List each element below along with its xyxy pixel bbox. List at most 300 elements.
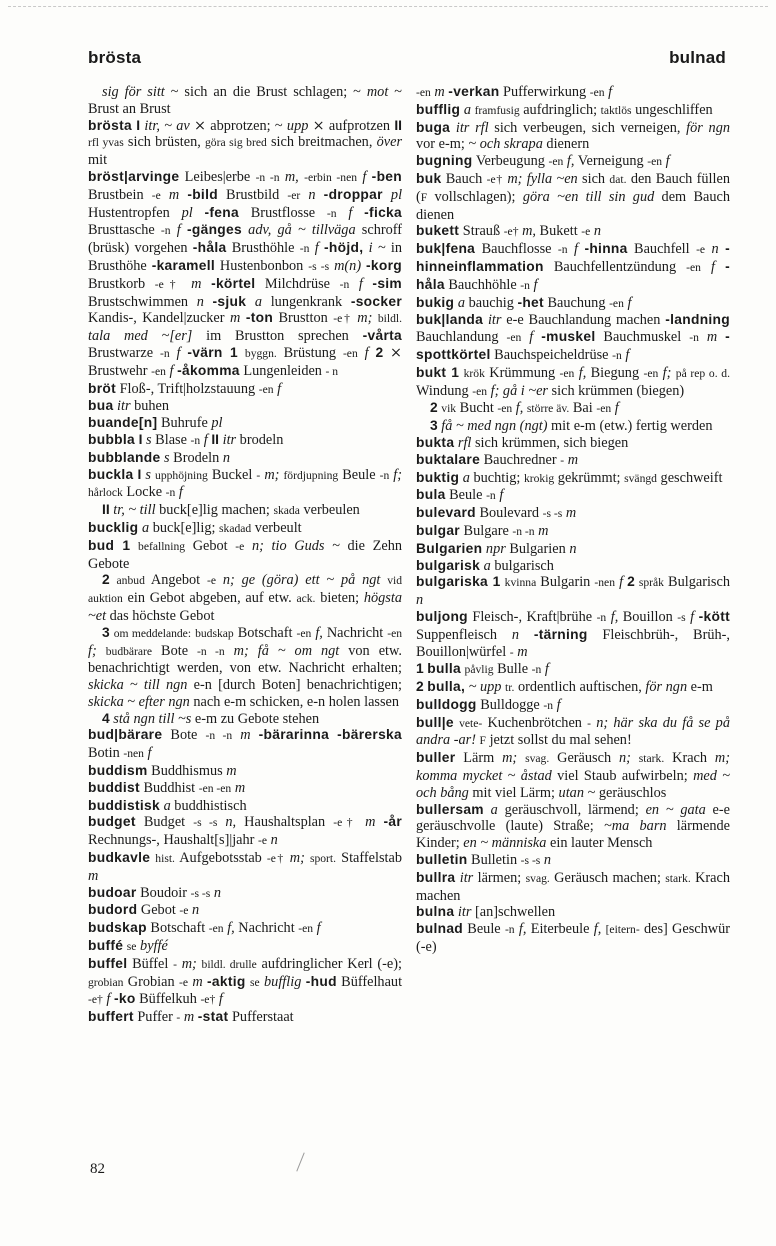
italic-text: f [314,240,319,257]
small-text: -e [235,539,245,553]
text: Brustbein [88,186,152,203]
dictionary-entry [416,661,730,679]
small-text: om meddelande: [113,626,192,640]
sense-number: 2 [102,572,110,588]
small-text: -e [258,834,268,848]
headword: budskap [88,920,147,936]
headword: bulgar [416,522,460,538]
text: Buddhist [139,779,199,796]
sense-number: II [394,117,403,133]
small-text: befallning [138,539,186,553]
subentry: -hinneinflammation [416,241,731,274]
subentry: -håla [192,240,227,256]
small-text: [eitern- [605,923,640,937]
text: von etw. benachrichtigt werden, von etw. Nachricht erhalten; [88,642,402,677]
text: Grobian [123,973,179,990]
headword: bukta [416,434,455,450]
dictionary-entry [416,120,730,154]
dictionary-entry [88,920,402,938]
italic-text: f, [566,153,575,170]
dictionary-entry [88,885,402,903]
small-text: språk [638,576,664,590]
text: jetzt sollst du mal sehen! [486,732,632,749]
text [699,329,707,345]
small-text: -en -en [198,781,232,795]
text: lärmende Kinder; [416,818,730,852]
sense-number: 2 [416,679,424,695]
italic-text: m; [357,310,373,327]
dictionary-entry [88,711,402,728]
text: geräuschlos [595,784,667,801]
sense-number: II [211,431,220,447]
text: Fleischbrüh-, Brüh-, Bouillon|würfel [416,626,730,660]
text [251,727,259,743]
small-text: -en [647,155,663,169]
small-text: -e [151,188,161,202]
italic-text: pl [390,186,403,203]
dictionary-entry [416,435,730,452]
subentry: -muskel [541,329,596,345]
small-text: -e† [200,993,216,1007]
text: ~ sich an die Brust schlagen; ~ [164,84,367,100]
dictionary-entry [416,84,730,102]
text: Brustton [273,310,334,327]
italic-text: byffé [140,938,168,955]
italic-text: n [213,884,221,901]
small-text: krokig [523,471,555,485]
headword: buga [416,119,451,135]
italic-text: adv, gå ~ tillväga [248,222,356,239]
italic-text: för ngn [645,679,688,696]
small-text: - [560,453,565,467]
small-text: anbud [116,574,145,588]
italic-text: m; fylla ~en [507,170,578,187]
text: Bote [152,642,198,659]
headword: bröst|arvinge [88,168,180,184]
italic-text: m [434,84,445,100]
dictionary-entry [88,467,402,503]
small-text: -erbin -nen [304,170,358,184]
text: ein Gebot abgeben, auf etw. [122,590,297,607]
small-text: -en [643,366,659,380]
small-text: - [176,1011,181,1025]
small-text: upphöjning [155,468,208,482]
italic-text: sig för sitt [102,84,165,100]
small-text: svag. [525,752,550,766]
small-text: -e† [486,172,503,186]
small-text: svag. [525,871,550,885]
small-text: -e† [503,225,519,239]
italic-text: a [463,101,471,118]
subentry: -åkomma [177,362,240,378]
text [204,294,213,310]
italic-text: n [569,540,577,557]
small-text: F [420,190,428,204]
dictionary-entry [88,902,402,920]
text: Bauchflosse [475,241,558,258]
headword: buddist [88,779,140,795]
italic-text: m; [264,466,280,483]
dictionary-entry [416,487,730,505]
text: Puffer [133,1009,177,1026]
italic-text: m [567,451,579,468]
small-text: rfl yvas [88,136,124,150]
headword: buddism [88,763,148,779]
small-text: -n [339,277,350,291]
small-text: se [250,975,260,989]
text: Suppenfleisch [416,626,512,643]
subentry: -korg [366,257,402,273]
italic-text: f, [610,608,619,625]
dictionary-entry [88,1009,402,1027]
text [517,750,525,766]
italic-text: f [529,329,534,346]
dictionary-entry [88,763,402,780]
text: Bote [162,727,206,744]
small-text: -n [486,489,496,503]
text: Beule [445,487,487,504]
text: Nachricht [234,920,299,937]
headword: buk|landa [416,312,484,328]
headword: bulla, [427,679,466,695]
small-text: -en [208,922,224,936]
small-text: -e† [333,816,357,830]
text: Haushaltsplan [236,814,334,831]
subentry: -bild [187,186,218,202]
text: Buddhismus [147,763,227,780]
text: Fleisch-, Kraft|brühe [467,608,597,625]
italic-text: skicka ~ till ngn [88,677,188,694]
text: ein lauter Mensch [546,835,653,852]
subentry: -bärarinna [258,727,330,743]
text: Bulldogge [476,696,544,713]
subentry: -kött [698,608,730,624]
sense-number: 3 [102,624,110,640]
dictionary-entry [416,505,730,523]
small-text: på rep o. d. [675,366,730,380]
headword: bugning [416,153,473,169]
right-column [416,84,730,956]
italic-text: s [146,431,152,448]
text: Brusttasche [88,222,161,239]
italic-text: f; [393,466,403,483]
italic-text: f [106,991,111,1008]
text: Angebot [144,572,207,589]
headword: buckla [88,466,134,482]
headword: bull|e [416,714,454,730]
subentry: -droppar [323,186,383,202]
small-text: -n -n [512,524,535,538]
small-text: -en [298,922,314,936]
text: Krümmung [484,364,560,381]
dictionary-entry [416,679,730,697]
text: buchtig; [469,469,524,486]
subentry: -landning [665,312,731,328]
text: Gebot [137,902,180,919]
sense-number: 1 [416,661,424,677]
italic-text: f [499,487,504,504]
small-text: tr. [505,681,515,695]
italic-text: m [538,522,549,539]
subentry: -fena [204,204,239,220]
small-text: ack. [296,592,316,606]
headword: buffé [88,938,124,954]
headword: budkavle [88,850,151,866]
text: Bulletin [467,852,521,869]
italic-text: n [270,832,278,849]
text [316,187,324,203]
small-text: stark. [638,752,665,766]
text: verbeulen [299,502,360,519]
text: e-n [durch Boten] benachrichtigen; [187,677,403,694]
small-text: - [587,716,592,730]
dictionary-entry [416,470,730,488]
text: bulgarisch [490,557,554,574]
small-text: -n -n [197,644,225,658]
italic-text: itr [487,312,502,329]
italic-text: m; komma mycket ~ åstad [416,750,731,785]
small-text: -n [612,348,622,362]
dictionary-entry [88,938,402,956]
text: sich krümmen (biegen) [547,382,685,399]
text: Boulevard [475,505,543,522]
italic-text: f, [227,920,235,937]
text: Geräusch machen; [549,869,666,886]
headword: budoar [88,884,137,900]
small-text: göra sig bred [205,136,267,150]
text [701,259,711,275]
headword: bucklig [88,519,139,535]
small-text: -e [206,574,216,588]
small-text: bildl. [377,312,403,326]
small-text: se [126,940,137,954]
italic-text: f [147,745,152,762]
italic-text: tala med ~[er] [88,328,193,345]
small-text: -n [190,433,201,447]
italic-text: f [556,696,561,713]
text: gekrümmt; [554,469,625,486]
small-text: vete- [459,716,483,730]
text: Büffelhaut [336,973,403,990]
small-text: -e† [154,277,182,291]
subentry: -ton [245,310,274,326]
headword: buktig [416,469,460,485]
subentry: -håla [416,258,730,292]
text: Windung [416,382,473,399]
headword: bulletin [416,852,468,868]
italic-text: m [517,643,528,660]
italic-text: a [254,293,263,310]
italic-text: f [665,153,670,170]
italic-text: i ~ [368,240,386,257]
text [715,259,725,275]
subentry: -gänges [186,222,242,238]
text [358,345,365,361]
subentry: -ko [113,991,136,1007]
text: geschweift [656,469,723,486]
text [201,276,211,292]
text: ungeschliffen [631,101,713,118]
text: Strauß [459,223,504,240]
headword: buktalare [416,451,481,467]
text: Bauchfellentzündung [543,258,687,275]
text: bieten; [315,590,364,607]
small-text: -en [589,86,605,99]
headword: buffert [88,1009,134,1025]
sense-number: 3 [430,418,438,434]
small-text: fördjupning [283,468,339,482]
subentry: -spottkörtel [416,329,731,362]
small-text: -e† [333,312,352,326]
text: Bauchmuskel [595,329,690,346]
text: Krach machen [416,869,730,904]
text: schroff (brüsk) vorgehen [88,222,403,257]
text: Bukett [535,223,582,240]
dictionary-entry [416,312,730,364]
small-text: -e [178,975,188,989]
small-text: vik [441,402,457,416]
headword: buller [416,750,456,766]
text: Bauchung [543,294,610,311]
text [110,572,117,588]
italic-text: n [416,592,424,609]
text: die Zehn Gebote [88,537,402,572]
italic-text: med ~ och bång [416,768,730,801]
italic-text: n [593,223,602,240]
dictionary-entry [88,381,402,399]
italic-text: få ~ med ngn (ngt) [441,418,548,435]
italic-text: f [364,344,369,361]
italic-text: pl [181,204,193,221]
text: Brustwarze [88,344,160,361]
text: Bai [569,400,597,417]
italic-text: n, [225,814,237,831]
small-text: sport. [309,852,337,866]
italic-text: f [203,431,208,448]
text [182,276,192,292]
italic-text: m [365,814,376,831]
text: Botschaft [146,920,209,937]
italic-text: göra ~en till sin gud [522,188,655,205]
headword: buk|fena [416,241,476,257]
text: Bauchlandung [416,329,507,346]
text [246,294,255,310]
left-column [88,84,402,1027]
dictionary-entry [416,697,730,715]
text: ⨯ Brustwehr [88,344,403,379]
sense-number: 2 [430,400,438,416]
subentry: -värn 1 [187,344,239,360]
small-text: dat. [609,172,627,186]
dictionary-entry [416,418,730,435]
page-number: 82 [90,1161,105,1177]
italic-text: npr [485,540,506,557]
small-text: -n [299,242,310,256]
small-text: -en [559,366,575,380]
text: Beule [463,921,505,938]
italic-text: ~ma barn [604,818,667,835]
small-text: -en [258,382,274,396]
dictionary-entry [416,852,730,870]
subentry: -verkan [448,84,500,99]
italic-text: f [608,84,613,100]
italic-text: ~ och skrapa [468,136,543,153]
small-text: -n [596,610,607,624]
text: Locke [122,484,166,501]
small-text: -n -n [255,170,280,184]
italic-text: f [169,362,174,379]
text: ⨯ abprotzen; ~ [189,117,287,134]
small-text: - n [325,364,339,378]
small-text: budbärare [105,644,153,658]
text: Bulgarien [505,540,570,557]
italic-text: itr [457,904,472,921]
dictionary-entry [416,715,730,751]
dictionary-entry [88,415,402,432]
small-text: -en [296,626,312,640]
text: Boudoir [136,884,191,901]
small-text: -en [596,402,612,416]
text: Büffel [127,955,174,972]
small-text: -s -s [308,259,330,273]
text: lärmen; [473,869,526,886]
headword: buffel [88,955,128,971]
dictionary-entry [88,398,402,415]
small-text: framfusig [474,103,520,117]
text: Beule [338,466,380,483]
small-text: -s -s [190,886,211,900]
italic-text: m, [522,223,536,240]
text [225,643,234,659]
italic-text: a [457,294,466,311]
italic-text: utan ~ [558,784,596,801]
text: nach e-m schicken, e-n holen lassen [189,693,400,710]
small-text: -n [689,331,699,345]
text [363,276,373,292]
small-text: - [509,645,514,659]
dictionary-entry [416,223,730,241]
italic-text: stå ngn till ~s [113,710,192,727]
text: Brustflosse [238,204,327,221]
subentry: -tärning [533,626,588,642]
text [161,187,169,203]
pencil-mark [296,1153,304,1172]
italic-text: m [226,763,237,780]
text: Bulgarin [536,574,595,591]
text [484,802,491,818]
italic-text: s [164,449,170,466]
text: Bulgare [459,522,513,539]
dictionary-entry [88,169,402,381]
dictionary-entry [88,520,402,538]
text: Aufgebotsstab [174,850,267,867]
small-text: taktlös [600,103,632,117]
dictionary-entry [88,538,402,573]
italic-text: skicka ~ efter ngn [88,693,190,710]
text [216,572,223,588]
text [717,329,725,345]
text: sich brüsten, [123,134,205,151]
small-text: - [173,957,177,971]
dictionary-entry [416,452,730,470]
dictionary-entry [416,400,730,418]
text: Bauchfell [627,241,697,258]
italic-text: f [533,276,538,293]
text: Eiterbeule [526,921,594,938]
headword: budord [88,902,138,918]
italic-text: n; tio Guds ~ [251,537,340,554]
text: im Brustton sprechen [192,328,363,345]
